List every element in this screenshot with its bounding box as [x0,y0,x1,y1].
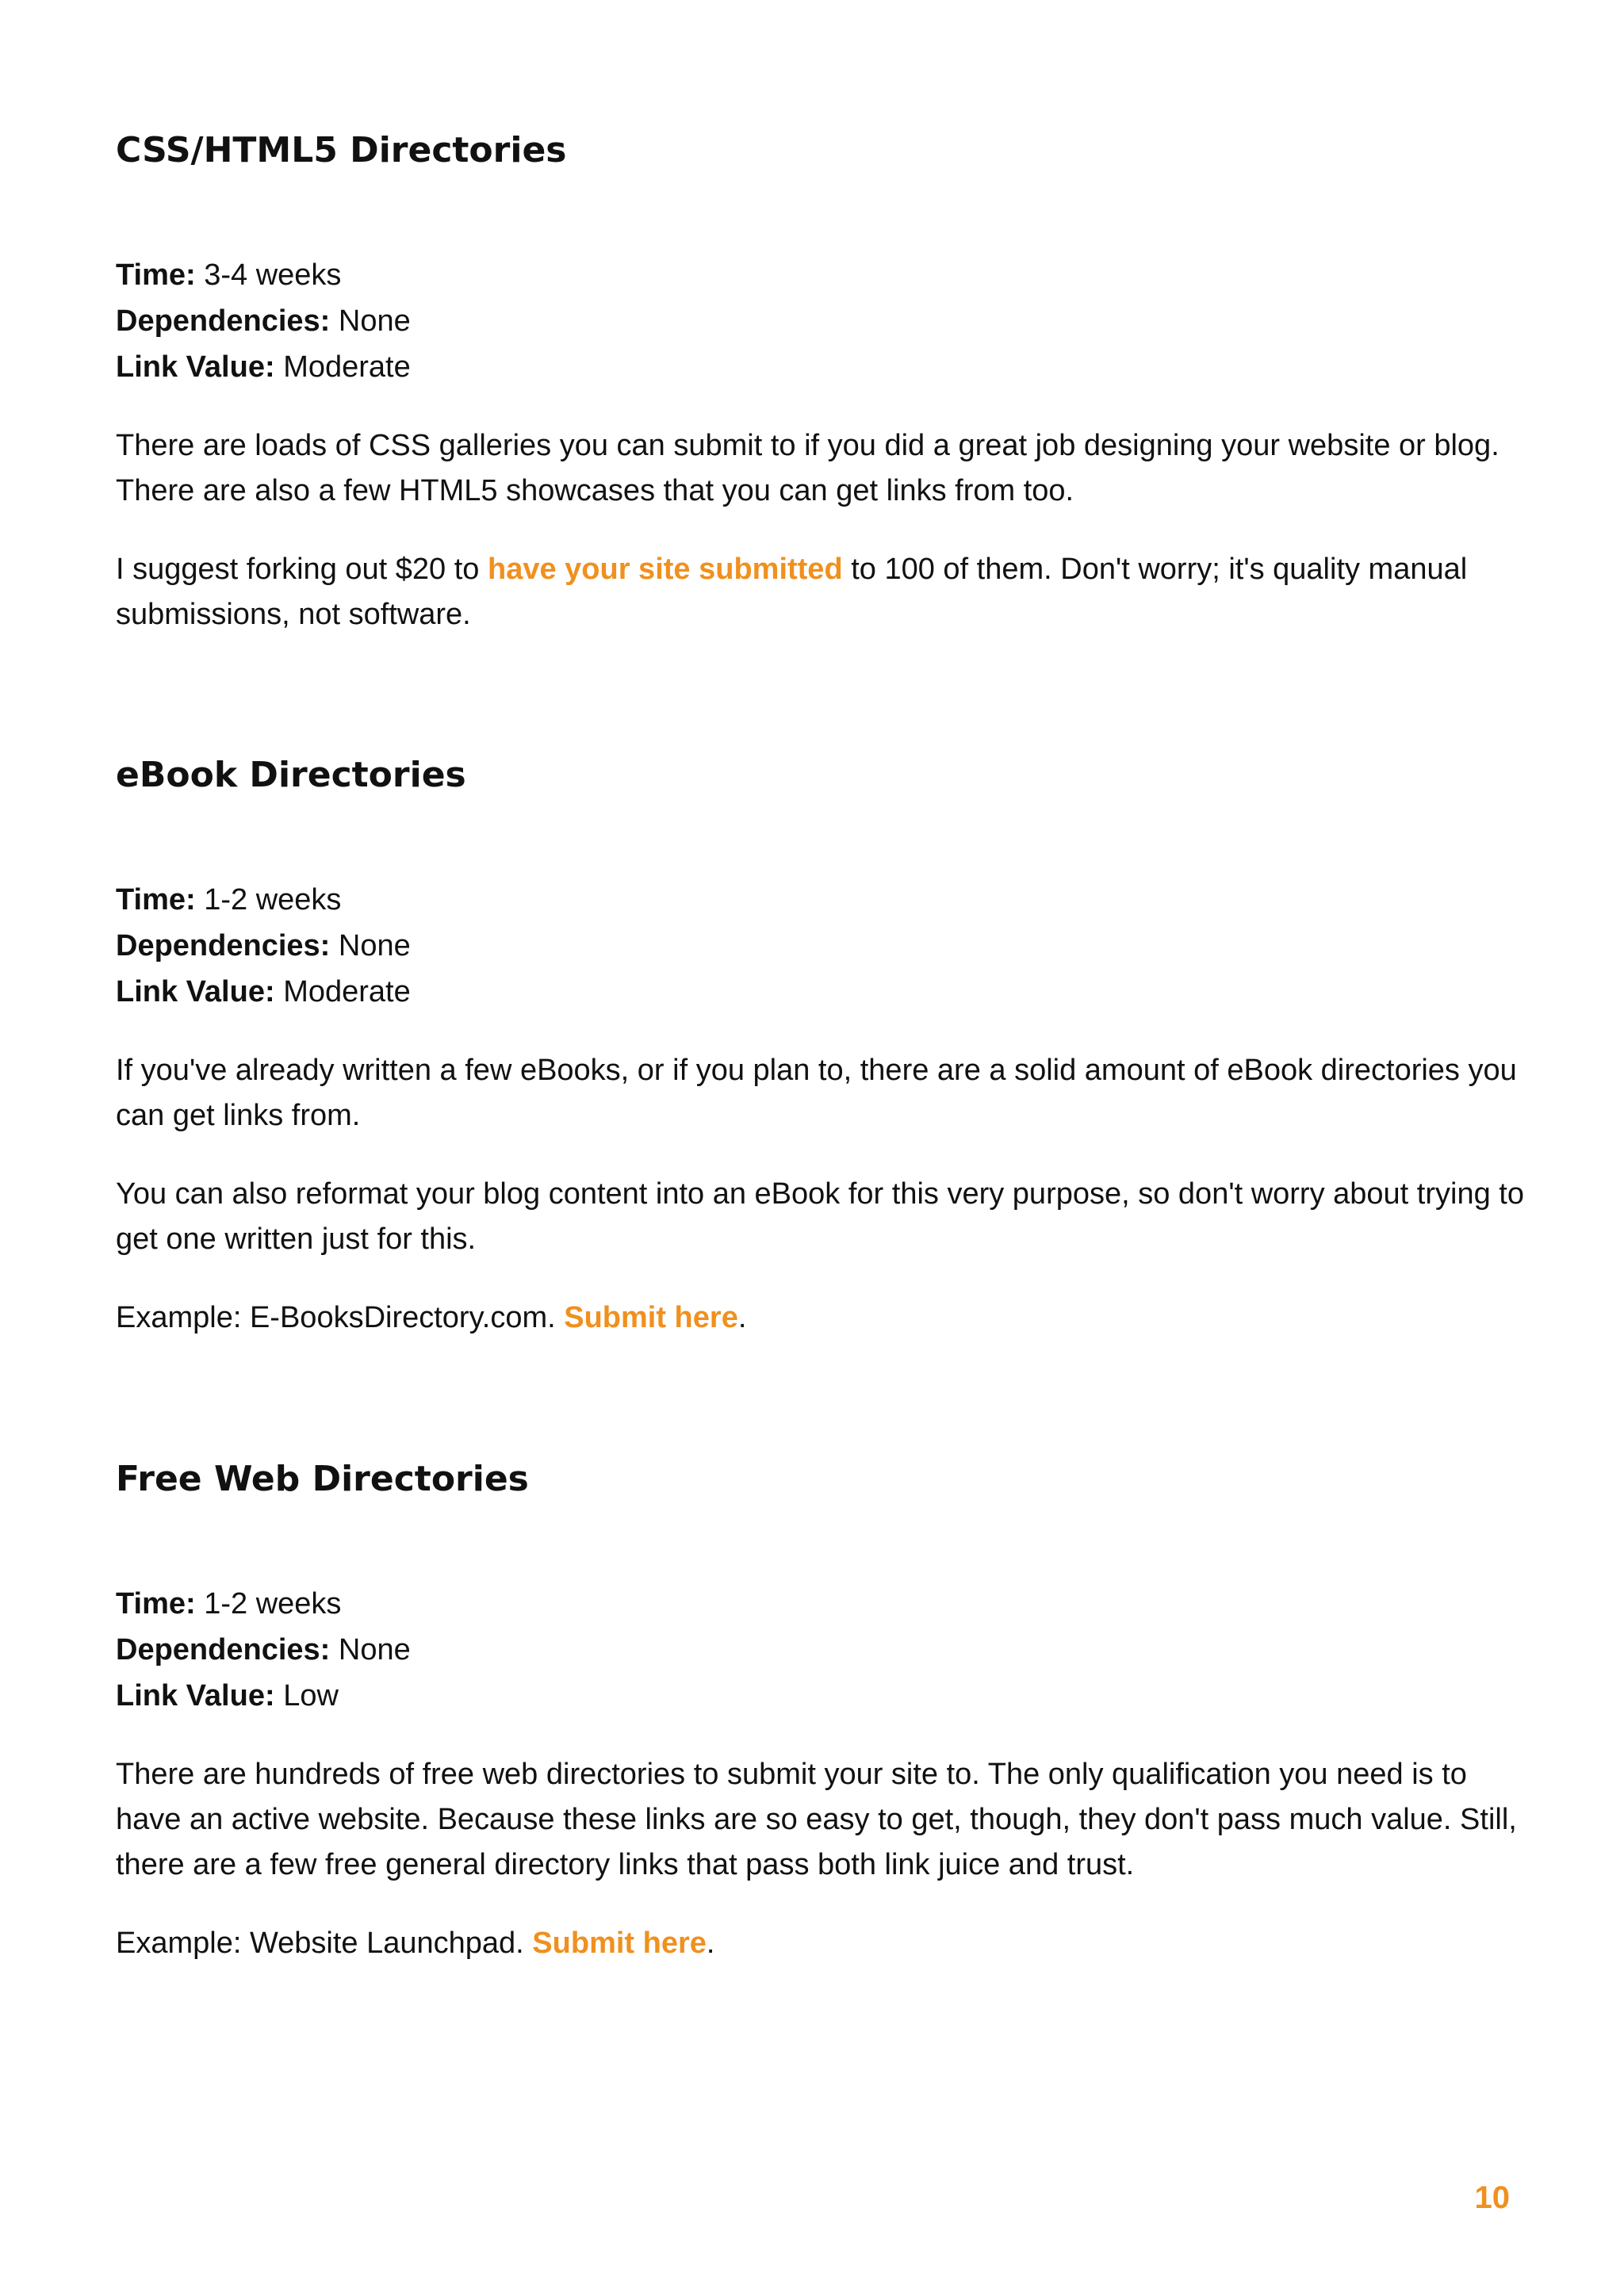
time-label: Time: [116,1587,196,1621]
time-row [116,877,1527,923]
time-value: 3-4 weeks [204,258,342,292]
link-value-row [116,969,1527,1015]
section-example: Example: Website Launchpad. Submit here. [116,1927,715,1960]
time-row [116,252,1527,298]
link-value-label: Link Value: [116,975,275,1008]
dependencies-value: None [338,304,411,338]
section-ebook-directories [116,752,1527,1341]
link-value-row [116,344,1527,390]
section-title: Free Web Directories [116,1459,529,1499]
link-value-value: Moderate [283,350,411,384]
section-paragraph: If you've already written a few eBooks, or if you plan to, there are a solid amount of eBook directories you can get links from. [116,1054,1517,1132]
time-value: 1-2 weeks [204,883,342,916]
link-value-value: Moderate [283,975,411,1008]
time-label: Time: [116,258,196,292]
time-label: Time: [116,883,196,916]
link-value-value: Low [283,1679,339,1712]
section-free-web-directories [116,1456,1527,1966]
dependencies-label: Dependencies: [116,1633,331,1667]
dependencies-row [116,1627,1527,1673]
link-value-row [116,1673,1527,1719]
submit-here-link[interactable]: Submit here [564,1301,738,1334]
section-title: CSS/HTML5 Directories [116,130,567,170]
dependencies-value: None [338,1633,411,1667]
submit-here-link[interactable]: Submit here [532,1927,707,1960]
time-value: 1-2 weeks [204,1587,342,1621]
have-your-site-submitted-link[interactable]: have your site submitted [487,553,843,586]
section-css-html5-directories [116,127,1527,637]
dependencies-label: Dependencies: [116,929,331,962]
time-row [116,1581,1527,1627]
section-paragraph: There are loads of CSS galleries you can submit to if you did a great job designing your website or blog. There are also a few HTML5 showcases that you can get links from too. [116,429,1500,507]
link-value-label: Link Value: [116,350,275,384]
link-value-label: Link Value: [116,1679,275,1712]
section-title: eBook Directories [116,755,466,795]
dependencies-value: None [338,929,411,962]
section-paragraph: I suggest forking out $20 to have your site submitted to 100 of them. Don't worry; it's quality manual submissions, not software. [116,553,1468,631]
section-example: Example: E-BooksDirectory.com. Submit here. [116,1301,747,1334]
section-paragraph: There are hundreds of free web directories to submit your site to. The only qualification you need is to have an active website. Because these links are so easy to get, though, they don't pass much value. Still, there are a few free general directory links that pass both link juice and trust. [116,1758,1517,1881]
page-number: 10 [1474,2180,1510,2215]
section-meta [116,1581,1527,1719]
dependencies-row [116,298,1527,344]
dependencies-label: Dependencies: [116,304,331,338]
dependencies-row [116,923,1527,969]
section-meta [116,877,1527,1015]
section-paragraph: You can also reformat your blog content into an eBook for this very purpose, so don't worry about trying to get one written just for this. [116,1177,1524,1256]
section-meta [116,252,1527,390]
